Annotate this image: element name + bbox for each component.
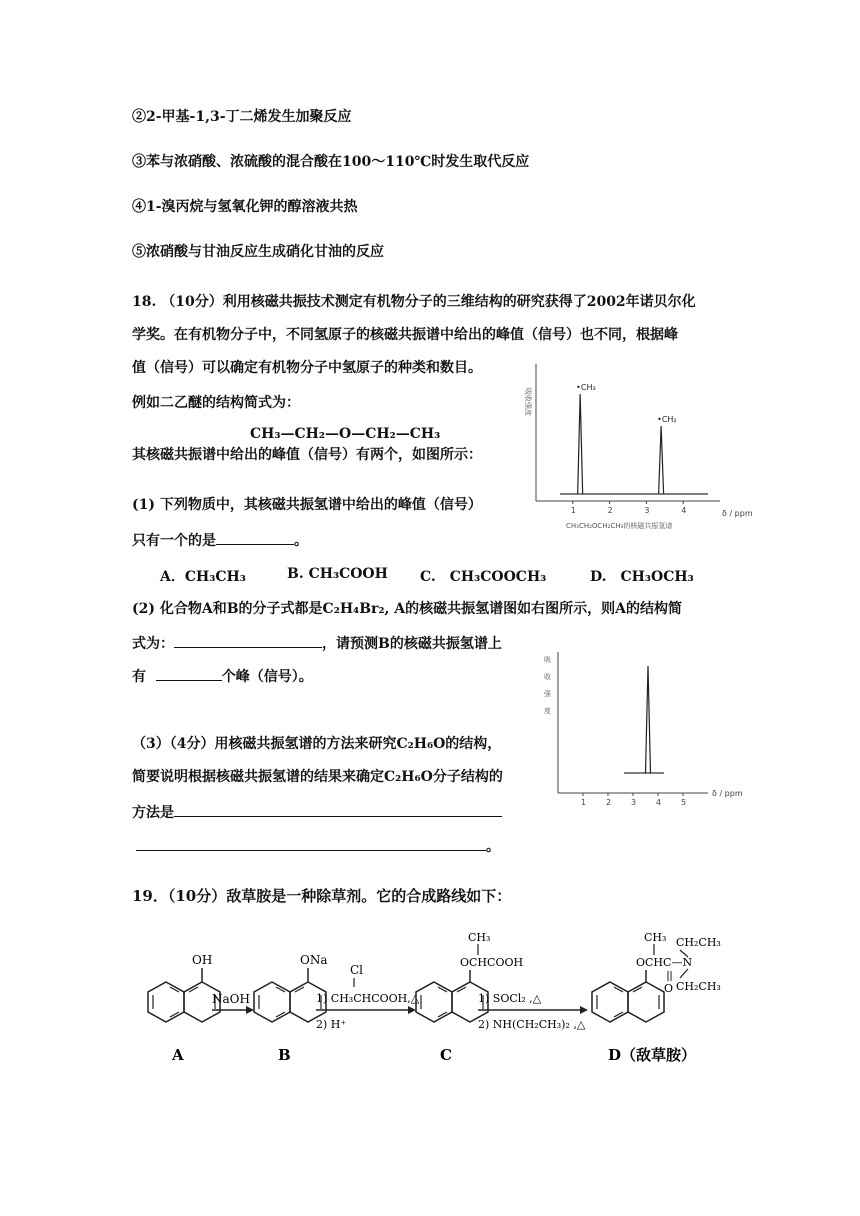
line-item-5: ⑤浓硝酸与甘油反应生成硝化甘油的反应: [132, 244, 384, 260]
compound-d-ethyl-1: CH₂CH₃: [676, 936, 721, 949]
chart2-peak-0: [646, 666, 651, 773]
arrow-2-cl: Cl: [350, 963, 364, 977]
q18-part3-a: （3）（4分）用核磁共振氢谱的方法来研究C₂H₆O的结构，: [132, 736, 502, 752]
q18-part2-b: 式为： ，请预测B的核磁共振氢谱上: [132, 633, 502, 653]
chart2-tick-label-2: 2: [606, 798, 612, 807]
arrow-3-step2: 2) NH(CH₂CH₃)₂ ,△: [478, 1018, 586, 1031]
q18-intro-2: 学奖。在有机物分子中，不同氢原子的核磁共振谱中给出的峰值（信号）也不同，根据峰: [132, 327, 678, 343]
q18-example: 例如二乙醚的结构简式为：: [132, 395, 300, 411]
chart2-tick-label-5: 5: [681, 798, 687, 807]
arrow-2-head: [408, 1006, 416, 1014]
q18-example-2: 其核磁共振谱中给出的峰值（信号）有两个，如图所示：: [132, 447, 482, 463]
arrow-1-label: NaOH: [212, 992, 250, 1006]
chart1-tick-label-4: 4: [681, 506, 687, 515]
answer-blank-2[interactable]: [174, 633, 322, 648]
chart1-caption: CH₃CH₂OCH₂CH₃的核磁共振氢谱: [566, 522, 673, 530]
answer-blank-3[interactable]: [156, 666, 222, 681]
compound-d-ethyl-2: CH₂CH₃: [676, 980, 721, 993]
q18-formula: CH₃—CH₂—O—CH₂—CH₃: [250, 426, 441, 442]
chart1-peak-1: [659, 426, 664, 494]
answer-blank-4[interactable]: [174, 802, 502, 817]
chart1-tick-label-1: 1: [570, 506, 576, 515]
label-a: A: [172, 1046, 184, 1064]
compound-c-structure: [416, 931, 523, 1022]
chart1-xlabel: δ / ppm: [722, 509, 753, 518]
q19-title: 19．（10分）敌草胺是一种除草剂。它的合成路线如下：: [132, 887, 512, 905]
chart2-ylabel-4: 度: [544, 707, 551, 715]
synthesis-route-diagram: [140, 930, 740, 1070]
chart1-tick-label-3: 3: [644, 506, 650, 515]
q18-intro-1: 18. （10分）利用核磁共振技术测定有机物分子的三维结构的研究获得了2002年诺贝尔化: [132, 294, 696, 310]
chart2-xlabel: δ / ppm: [712, 789, 743, 798]
chart1-peak-0: [578, 394, 583, 494]
chart2-ylabel-3: 强: [544, 690, 551, 698]
nmr-chart-diethyl-ether: [516, 358, 753, 538]
arrow-2-step2: 2) H⁺: [316, 1018, 347, 1031]
arrow-1-head: [246, 1006, 254, 1014]
option-d: D. CH₃OCH₃: [590, 569, 694, 585]
chart2-tick-label-1: 1: [581, 798, 587, 807]
chart1-ylabel: 吸收强度: [524, 388, 532, 416]
option-a: A．CH₃CH₃: [160, 569, 246, 585]
compound-c-ch3: CH₃: [468, 931, 491, 944]
option-c: C. CH₃COOCH₃: [420, 569, 547, 585]
arrow-3-step1: 1) SOCl₂ ,△: [478, 992, 542, 1005]
compound-d-o: O: [664, 982, 674, 995]
q18-part1-a: (1) 下列物质中，其核磁共振氢谱中给出的峰值（信号）: [132, 497, 482, 513]
line-item-3: ③苯与浓硝酸、浓硫酸的混合酸在100～110℃时发生取代反应: [132, 154, 530, 170]
chart1-peak-label-0: •CH₃: [576, 383, 596, 392]
chart2-ylabel-2: 收: [544, 673, 551, 681]
q18-intro-3: 值（信号）可以确定有机物分子中氢原子的种类和数目。: [132, 360, 482, 376]
q18-part3-b: 简要说明根据核磁共振氢谱的结果来确定C₂H₆O分子结构的: [132, 769, 503, 785]
q18-part2-a: (2) 化合物A和B的分子式都是C₂H₄Br₂, A的核磁共振氢谱图如右图所示，则A的结构简: [132, 601, 683, 617]
q18-part1-b: 只有一个的是 。: [132, 530, 308, 550]
compound-a-oh: OH: [192, 953, 213, 967]
arrow-3-head: [580, 1006, 588, 1014]
label-d: D（敌草胺）: [608, 1046, 697, 1064]
chart2-ylabel: [544, 655, 553, 715]
compound-d-structure: [592, 931, 721, 1022]
line-item-4: ④1-溴丙烷与氢氧化钾的醇溶液共热: [132, 199, 358, 215]
option-b: B. CH₃COOH: [287, 566, 388, 582]
q18-part3-d: 。: [136, 836, 500, 856]
arrow-2-step1: 1) CH₃CHCOOH,△: [316, 992, 420, 1005]
chart2-tick-label-3: 3: [631, 798, 637, 807]
compound-d-ch3: CH₃: [644, 931, 667, 944]
chart2-tick-label-4: 4: [656, 798, 662, 807]
compound-b-ona: ONa: [300, 953, 328, 967]
chart1-tick-label-2: 2: [607, 506, 613, 515]
compound-c-sub: OCHCOOH: [460, 956, 524, 969]
compound-d-sub: OCHC—N: [636, 956, 693, 969]
nmr-chart-compound-a: [540, 648, 750, 808]
label-c: C: [440, 1046, 452, 1064]
line-item-2: ②2-甲基-1,3-丁二烯发生加聚反应: [132, 109, 352, 125]
chart1-peak-label-1: •CH₂: [657, 415, 677, 424]
compound-a-structure: [148, 953, 220, 1022]
q18-part2-c: 有 个峰（信号）。: [132, 666, 313, 686]
chart2-ylabel-1: 吸: [544, 656, 551, 664]
q18-part3-c: 方法是: [132, 802, 502, 822]
label-b: B: [278, 1046, 291, 1064]
answer-blank-1[interactable]: [216, 530, 294, 545]
compound-b-structure: [254, 953, 328, 1022]
answer-blank-5[interactable]: [136, 836, 486, 851]
